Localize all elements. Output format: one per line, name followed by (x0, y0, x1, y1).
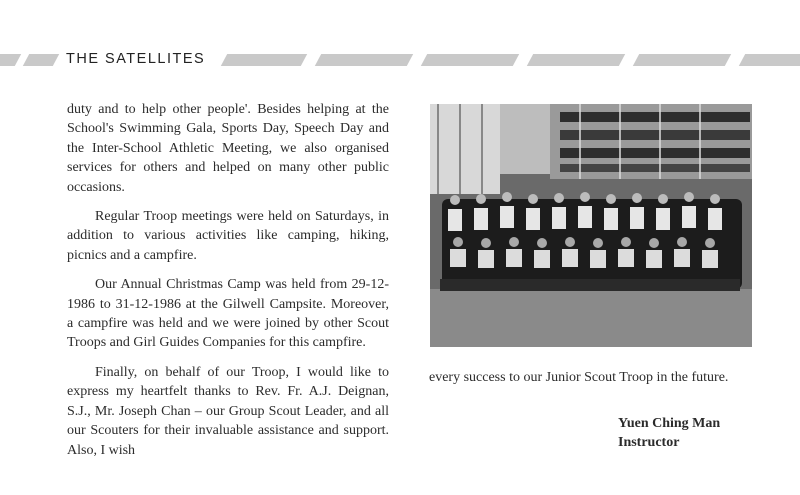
right-column (429, 368, 751, 387)
header-band-segment (633, 54, 731, 66)
section-title: THE SATELLITES (62, 49, 213, 69)
left-column (67, 100, 389, 470)
header-band-segment (527, 54, 625, 66)
paragraph: every success to our Junior Scout Troop in the future. (429, 370, 729, 385)
signature-role: Instructor (618, 435, 680, 450)
troop-photo (430, 104, 752, 347)
paragraph: Finally, on behalf of our Troop, I would like to express my heartfelt thanks to Rev. Fr. A.J. Deignan, S.J., Mr. Joseph Chan – our Group Scout Leader, and all our Scouters for their invaluable assistance and support. Also, I wish (67, 364, 389, 458)
paragraph: Regular Troop meetings were held on Saturdays, in addition to various activities like camping, hiking, picnics and a campfire. (67, 209, 389, 263)
header-band-segment (0, 54, 21, 66)
header-band-segment (421, 54, 519, 66)
header-band-segment (739, 54, 800, 66)
signature-name: Yuen Ching Man (618, 416, 721, 431)
header-band-segment (315, 54, 413, 66)
header-band-segment (221, 54, 307, 66)
signature-block (618, 414, 720, 452)
paragraph: Our Annual Christmas Camp was held from 29-12-1986 to 31-12-1986 at the Gilwell Campsite. Moreover, a campfire was held and we were joined by other Scout Troops and Girl Guides Companies for this campfire. (67, 277, 389, 351)
header-band-segment (23, 54, 59, 66)
troop-photo-image (430, 104, 752, 347)
paragraph: duty and to help other people'. Besides helping at the School's Swimming Gala, Sports Day, Speech Day and the Inter-School Athletic Meeting, we also organised services for others and helped on many other public occasions. (67, 102, 389, 195)
